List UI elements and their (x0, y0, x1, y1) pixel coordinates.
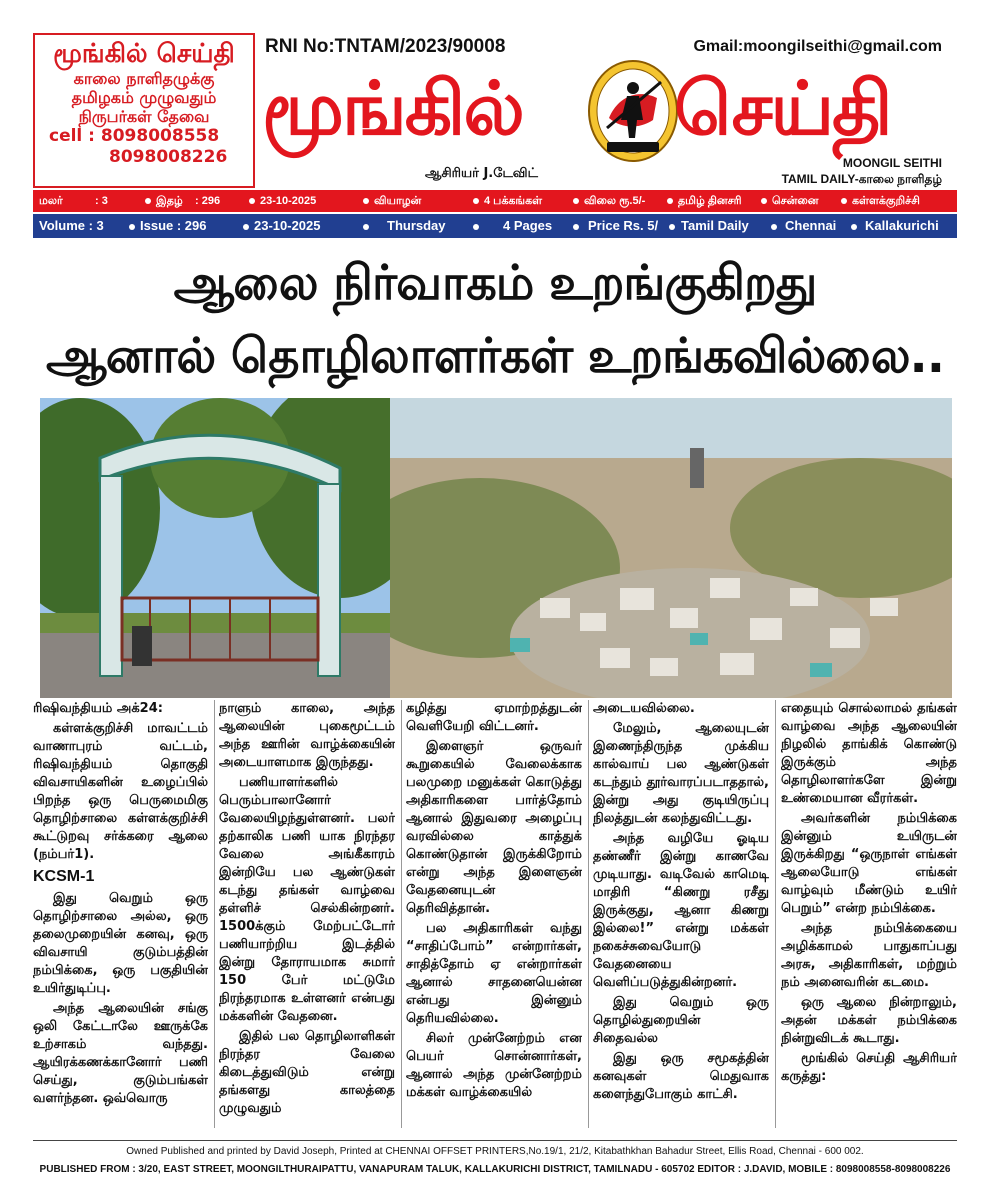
ad-line-2: தமிழகம் முழுவதும் (71, 88, 217, 107)
bar-date: 23-10-2025 (254, 218, 321, 233)
paragraph: அந்த வழியே ஓடிய தண்ணீர் இன்று காணவே முடியாது. வடிவேல் காமெடி மாதிரி “கிணறு ரசீது இருக்குது, ஆனா கிணறு இல்லை!” என்று மக்கள் நகைச்சுவையோடு வேதனையை வெளிப்படுத்துகின்றனர். (593, 831, 769, 990)
bar-daily: Tamil Daily (681, 218, 749, 233)
paragraph: கள்ளக்குறிச்சி மாவட்டம் வாணாபுரம் வட்டம், ரிஷிவந்தியம் தொகுதி விவசாயிகளின் உழைப்பில் பிறந்த ஒரு பெருமைமிகு தொழிற்சாலை கள்ளக்குறிச்சி கூட்டுறவு சர்க்கரை ஆலை (நம்பர்1). (33, 721, 208, 862)
paragraph: இது வெறும் ஒரு தொழிற்சாலை அல்ல, ஒரு தலைமுறையின் கனவு, ஒரு விவசாயி குடும்பத்தின் நம்பிக்கை, ஒரு பகுதியின் உயிர்துடிப்பு. (33, 891, 208, 996)
bar-dot (473, 214, 484, 238)
column-divider (775, 700, 776, 1128)
article-column-1 (33, 700, 208, 1128)
article-column-3 (406, 700, 582, 1128)
paragraph: இது ஒரு சமூகத்தின் கனவுகள் மெதுவாக களைந்துபோகும் காட்சி. (593, 1051, 769, 1102)
ad-line-3: நிருபர்கள் தேவை (78, 107, 210, 126)
bar-dot (771, 214, 782, 238)
paragraph: இதில் பல தொழிலாளிகள் நிரந்தர வேலை கிடைத்துவிடும் என்று தங்களது காலத்தை முழுவதும் (219, 1029, 395, 1116)
bar-pages-ta: 4 பக்கங்கள் (484, 195, 543, 207)
paragraph: அந்த ஆலையின் சங்கு ஒலி கேட்டாலே ஊருக்கே உற்சாகம் வந்தது. ஆயிரக்கணக்கானோர் பணி செய்து, குடும்பங்கள் வளர்ந்தன. ஒவ்வொரு (33, 1001, 208, 1106)
english-name: MOONGIL SEITHI (842, 156, 942, 170)
bar-dot (667, 190, 678, 212)
bar-city-ta: சென்னை (772, 195, 819, 207)
headline-line-1: ஆலை நிர்வாகம் உறங்குகிறது (173, 255, 817, 311)
bar-dot (249, 190, 260, 212)
bar-issue: Issue : 296 (140, 218, 207, 233)
footer-publisher-line: PUBLISHED FROM : 3/20, EAST STREET, MOONGILTHURAIPATTU, VANAPURAM TALUK, KALLAKURICHI DISTRICT, TAMILNADU - 605702 EDITOR : J.DAVID, MOBILE : 8098008558-8098008226 (39, 1164, 951, 1175)
subheading-kcsm: KCSM-1 (33, 868, 95, 885)
bar-dot (841, 190, 852, 212)
bar-volume: Volume : 3 (39, 218, 104, 233)
article-column-4 (593, 700, 769, 1128)
ad-phone-2: 8098008226 (109, 147, 228, 167)
bar-price-ta: விலை ரூ.5/- (584, 195, 646, 207)
bar-label-issue-ta: இதழ் (156, 195, 183, 207)
bar-date-ta: 23-10-2025 (260, 195, 317, 207)
headline-line-2: ஆனால் தொழிலாளர்கள் உறங்கவில்லை.. (45, 328, 945, 384)
paragraph: சிலர் முன்னேற்றம் என பெயர் சொன்னார்கள், ஆனால் அந்த முன்னேற்றம் மக்கள் வாழ்க்கையில் (406, 1031, 582, 1100)
paragraph: கழித்து ஏமாற்றத்துடன் வெளியேறி விட்டனர். (406, 701, 582, 734)
bar-day: Thursday (387, 218, 446, 233)
ad-line-1: காலை நாளிதழுக்கு (73, 69, 215, 88)
paragraph: அந்த நம்பிக்கையை அழிக்காமல் பாதுகாப்பது அரசு, அதிகாரிகள், மற்றும் நம் அனைவரின் கடமை. (781, 921, 957, 990)
bar-dot (363, 190, 374, 212)
emblem-icon (587, 58, 679, 164)
bar-value-volume-ta: : 3 (95, 195, 108, 207)
column-divider (214, 700, 215, 1128)
paragraph: பல அதிகாரிகள் வந்து “சாதிப்போம்” என்றார்கள், சாதித்தோம் ஏ என்றார்கள் ஆனால் சாதனையென்ன என்பது இன்னும் தெரியவில்லை. (406, 921, 582, 1026)
paragraph: இது வெறும் ஒரு தொழில்துறையின் சிதைவல்ல (593, 995, 769, 1046)
rni-number: RNI No:TNTAM/2023/90008 (265, 36, 506, 57)
footer-divider (33, 1140, 957, 1141)
bar-dot (851, 214, 862, 238)
bar-daily-ta: தமிழ் தினசரி (678, 195, 742, 207)
bar-dot (129, 214, 140, 238)
masthead-title-right: செய்தி (674, 66, 891, 152)
tamil-daily-label: TAMIL DAILY-காலை நாளிதழ் (781, 172, 942, 186)
article-column-5 (781, 700, 957, 1128)
paragraph: ஒரு ஆலை நின்றாலும், அதன் மக்கள் நம்பிக்கை நின்றுவிடக் கூடாது. (781, 995, 957, 1046)
bar-dot (573, 190, 584, 212)
article-body (33, 700, 957, 1128)
dateline: ரிஷிவந்தியம் அக்24: (33, 701, 163, 716)
editor-note: மூங்கில் செய்தி ஆசிரியர் கருத்து: (781, 1051, 957, 1084)
recruitment-ad (33, 33, 255, 188)
paragraph: எதையும் சொல்லாமல் தங்கள் வாழ்வை அந்த ஆலையின் நிழலில் தாங்கிக் கொண்டு இருக்கும் அந்த தொழிலாளர்களே இன்று உண்மையான வீரர்கள். (781, 701, 957, 806)
bar-city: Chennai (785, 218, 837, 233)
tamil-info-bar (33, 190, 957, 212)
masthead-title-left: மூங்கில் (262, 66, 523, 152)
column-divider (401, 700, 402, 1128)
paragraph: பணியாளர்களில் பெரும்பாலானோர் வேலையிழந்துள்ளனர். பலர் தற்காலிக பணி யாக நிரந்தர வேலை அங்கீகாரம் இன்றியே பல ஆண்டுகள் கடந்து தங்கள் வாழ்வை தள்ளிச் செல்கின்றனர். 1500க்கும் மேற்பட்டோர் பணியாற்றிய இடத்தில் இன்று தோராயமாக சுமார் 150 பேர் மட்டுமே நிரந்தரமாக உள்ளனர் என்பது மக்களின் வேதனை. (219, 775, 395, 1024)
email-address: Gmail:moongilseithi@gmail.com (693, 38, 942, 55)
paragraph: மேலும், ஆலையுடன் இணைந்திருந்த முக்கிய கால்வாய் பல ஆண்டுகள் கடந்தும் தூர்வாரப்படாததால், இன்று அது குடியிருப்பு நிலத்துடன் கலந்துவிட்டது. (593, 721, 769, 826)
bar-dot (243, 214, 254, 238)
bar-dot (473, 190, 484, 212)
ad-phone-1: cell : 8098008558 (49, 126, 220, 146)
bar-day-ta: வியாழன் (374, 195, 422, 207)
paragraph: அடையவில்லை. (593, 701, 695, 716)
footer-printer-line: Owned Published and printed by David Joseph, Printed at CHENNAI OFFSET PRINTERS,No.19/1, 21/2, Kitabathkhan Bahadur Street, Ellis Road, Chennai - 600 002. (126, 1146, 864, 1157)
paragraph: அவர்களின் நம்பிக்கை இன்னும் உயிருடன் இருக்கிறது “ஒருநாள் எங்கள் ஆலையோடு எங்கள் வாழ்வும் மீண்டும் உயிர் பெறும்” என்ற நம்பிக்கை. (781, 811, 957, 916)
bar-district-ta: கள்ளக்குறிச்சி (852, 195, 920, 207)
bar-district: Kallakurichi (865, 218, 939, 233)
bar-pages: 4 Pages (503, 218, 553, 233)
aerial-view-photo (390, 398, 952, 698)
bar-price: Price Rs. 5/ (588, 218, 659, 233)
bar-dot (363, 214, 374, 238)
english-info-bar (33, 214, 957, 238)
bar-value-issue-ta: : 296 (195, 195, 221, 207)
article-column-2 (219, 700, 395, 1128)
editor-name: ஆசிரியர் J.டேவிட் (425, 166, 538, 181)
mill-gate-photo (40, 398, 390, 698)
bar-dot (761, 190, 772, 212)
masthead-title (262, 66, 962, 152)
paragraph: நாளும் காலை, அந்த ஆலையின் புகைமூட்டம் அந்த ஊரின் வாழ்க்கையின் அடையாளமாக இருந்தது. (219, 701, 395, 770)
ad-logo: மூங்கில் செய்தி (53, 39, 235, 69)
bar-dot (573, 214, 584, 238)
column-divider (588, 700, 589, 1128)
bar-label-volume-ta: மலர் (39, 195, 63, 207)
paragraph: இளைஞர் ஒருவர் கூறுகையில் வேலைக்காக பலமுறை மனுக்கள் கொடுத்து அதிகாரிகளை பார்த்தோம் ஆனால் இதுவரை அழைப்பு வரவில்லை காத்துக் கொண்டுதான் இருக்கிறோம் என்று அந்த இளைஞன் வேதனையுடன் தெரிவித்தான். (406, 739, 582, 916)
bar-dot (145, 190, 156, 212)
bar-dot (669, 214, 680, 238)
